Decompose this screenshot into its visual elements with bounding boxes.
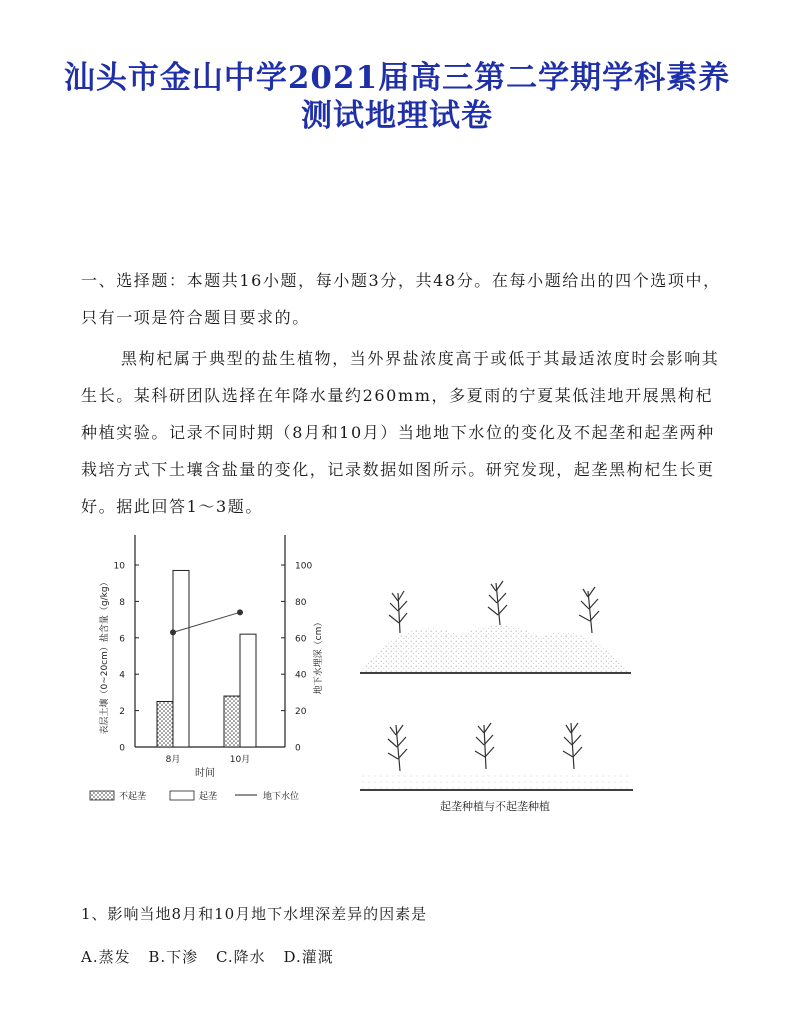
option-b[interactable]: B.下渗	[148, 948, 199, 966]
plant-top-1	[389, 591, 407, 633]
left-tick-label: 10	[113, 561, 125, 572]
left-tick-label: 6	[119, 634, 125, 645]
paper-title-line1: 汕头市金山中学2021届高三第二学期学科素养	[63, 60, 731, 96]
legend-swatch-no-ridge	[90, 791, 114, 800]
legend-swatch-ridge	[170, 791, 194, 800]
salt-groundwater-chart	[85, 528, 335, 818]
option-d[interactable]: D.灌溉	[283, 948, 334, 966]
category-label-2: 10月	[229, 755, 251, 765]
plant-top-2	[488, 581, 507, 625]
right-tick-label: 100	[295, 561, 313, 572]
groundwater-point-2	[237, 609, 243, 615]
plant-bottom-3	[563, 723, 582, 769]
passage-text: 黑枸杞属于典型的盐生植物，当外界盐浓度高于或低于其最适浓度时会影响其生长。某科研团队选择在年降水量约260mm，多夏雨的宁夏某低洼地开展黑枸杞种植实验。记录不同时期（8月和10月）当地地下水位的变化及不起垄和起垄两种栽培方式下土壤含盐量的变化，记录数据如图所示。研究发现，起垄黑枸杞生长更好。据此回答1～3题。	[81, 349, 720, 516]
question-1: 1、影响当地8月和10月地下水埋深差异的因素是	[81, 905, 428, 923]
figure-caption: 起垄种植与不起垄种植	[440, 800, 550, 813]
right-tick-label: 20	[295, 707, 307, 718]
plant-bottom-1	[388, 725, 407, 771]
legend-label-ridge: 起垄	[199, 792, 218, 802]
bar-ridge-1	[173, 570, 189, 747]
option-c[interactable]: C.降水	[215, 948, 266, 966]
flat-soil	[360, 771, 632, 789]
legend-label-no-ridge: 不起垄	[119, 792, 147, 802]
left-tick-label: 2	[119, 707, 125, 718]
bar-ridge-2	[240, 634, 256, 747]
bar-no-ridge-1	[157, 702, 173, 748]
section-intro: 一、选择题：本题共16小题，每小题3分，共48分。在每小题给出的四个选项中，只有一项是符合题目要求的。	[81, 271, 721, 327]
plant-bottom-2	[475, 723, 494, 769]
left-axis-title: 表层土壤（0~20cm）盐含量（g/kg）	[100, 577, 110, 735]
question-1-options	[81, 946, 346, 967]
option-a[interactable]: A.蒸发	[81, 948, 131, 966]
right-tick-label: 40	[295, 670, 307, 681]
bar-no-ridge-2	[224, 696, 240, 747]
plant-top-3	[579, 587, 599, 633]
right-tick-label: 60	[295, 634, 307, 645]
x-axis-title: 时间	[195, 768, 215, 779]
right-tick-label: 0	[295, 743, 301, 754]
right-tick-label: 80	[295, 597, 307, 608]
legend-label-groundwater: 地下水位	[263, 792, 300, 802]
left-tick-label: 4	[119, 670, 125, 681]
category-label-1: 8月	[165, 755, 181, 765]
groundwater-point-1	[170, 629, 176, 635]
paper-title-line2: 测试地理试卷	[301, 98, 493, 134]
left-tick-label: 8	[119, 597, 125, 608]
ridge-planting-figure	[355, 575, 645, 865]
left-tick-label: 0	[119, 743, 125, 754]
right-axis-title: 地下水埋深（cm）	[314, 617, 324, 695]
